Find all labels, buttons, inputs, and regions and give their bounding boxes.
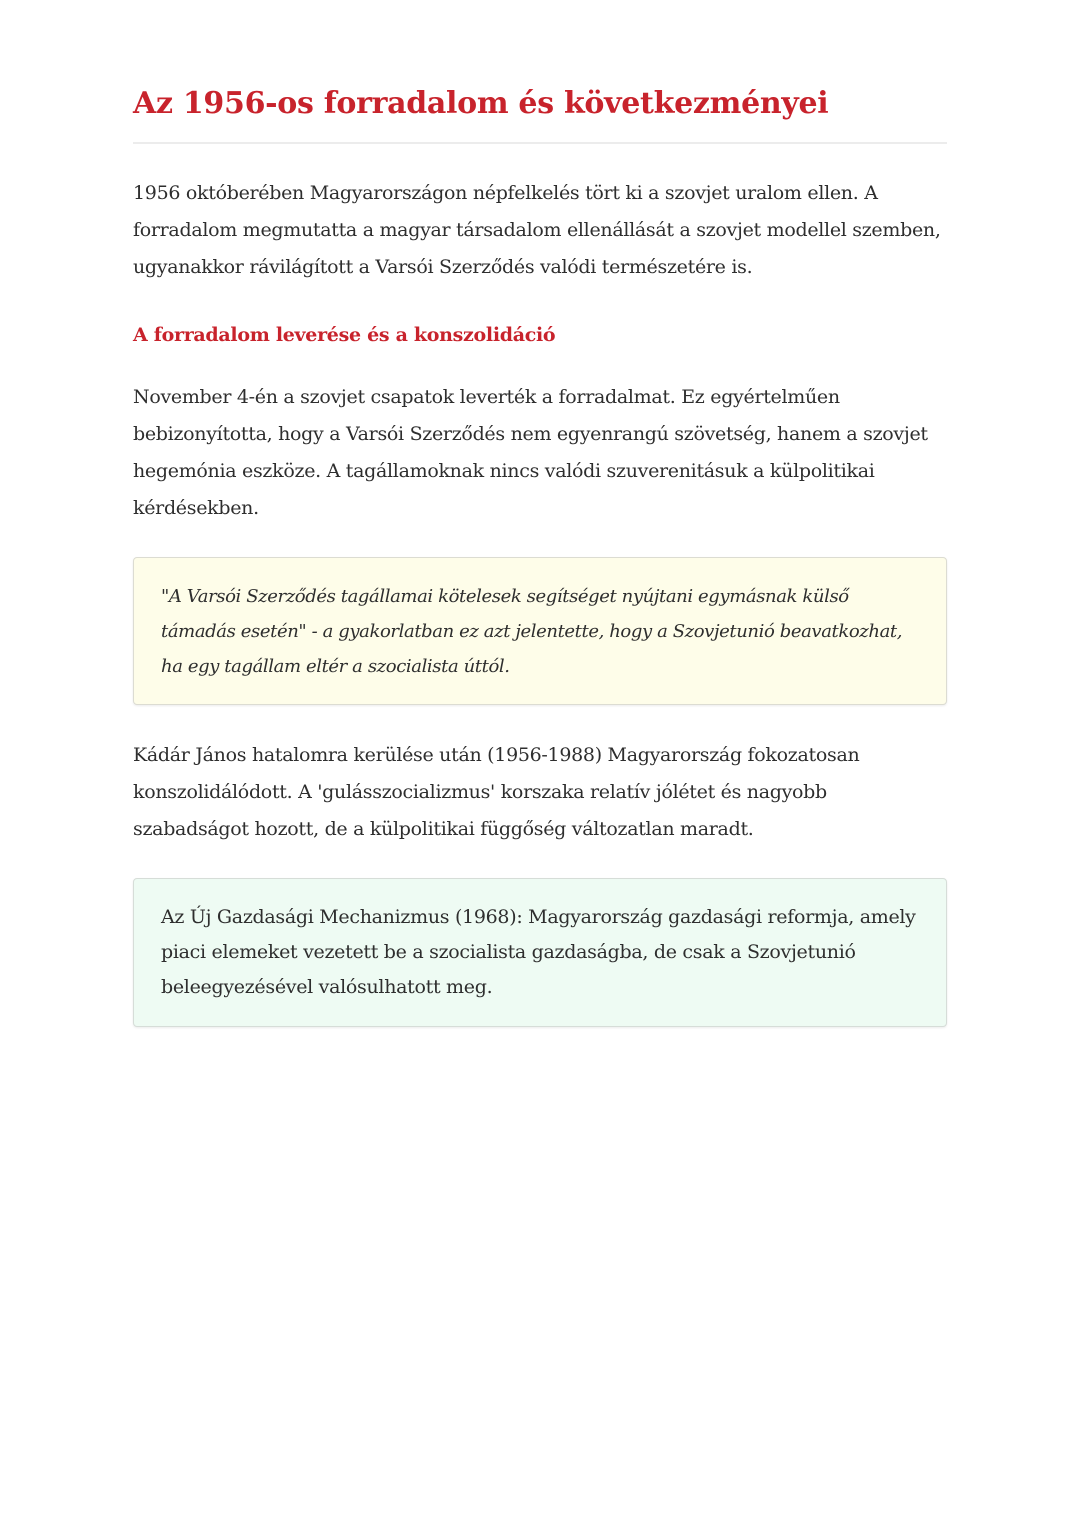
- info-note-text: Az Új Gazdasági Mechanizmus (1968): Magyarország gazdasági reformja, amely piaci elemeket vezetett be a szocialista gazdaságba, de csak a Szovjetunió beleegyezésével valósulhatott meg.: [161, 906, 916, 998]
- page-title: Az 1956-os forradalom és következményei: [133, 86, 829, 121]
- quote-callout: [133, 557, 947, 705]
- section-heading: A forradalom leverése és a konszolidáció: [133, 324, 556, 346]
- document-page: [133, 0, 947, 1027]
- title-divider: [133, 142, 947, 144]
- section-paragraph-1: November 4-én a szovjet csapatok leverték a forradalmat. Ez egyértelműen bebizonyította, hogy a Varsói Szerződés nem egyenrangú szövetség, hanem a szovjet hegemónia eszköze. A tagállamoknak nincs valódi szuverenitásuk a külpolitikai kérdésekben.: [133, 386, 928, 519]
- info-callout: [133, 878, 947, 1027]
- quote-text: "A Varsói Szerződés tagállamai kötelesek segítséget nyújtani egymásnak külső támadás esetén" - a gyakorlatban ez azt jelentette, hogy a Szovjetunió beavatkozhat, ha egy tagállam eltér a szocialista úttól.: [161, 586, 903, 677]
- intro-paragraph: 1956 októberében Magyarországon népfelkelés tört ki a szovjet uralom ellen. A forradalom megmutatta a magyar társadalom ellenállását a szovjet modellel szemben, ugyanakkor rávilágított a Varsói Szerződés valódi természetére is.: [133, 182, 941, 278]
- section-paragraph-2: Kádár János hatalomra kerülése után (1956-1988) Magyarország fokozatosan konszolidálódott. A 'gulásszocializmus' korszaka relatív jólétet és nagyobb szabadságot hozott, de a külpolitikai függőség változatlan maradt.: [133, 744, 860, 840]
